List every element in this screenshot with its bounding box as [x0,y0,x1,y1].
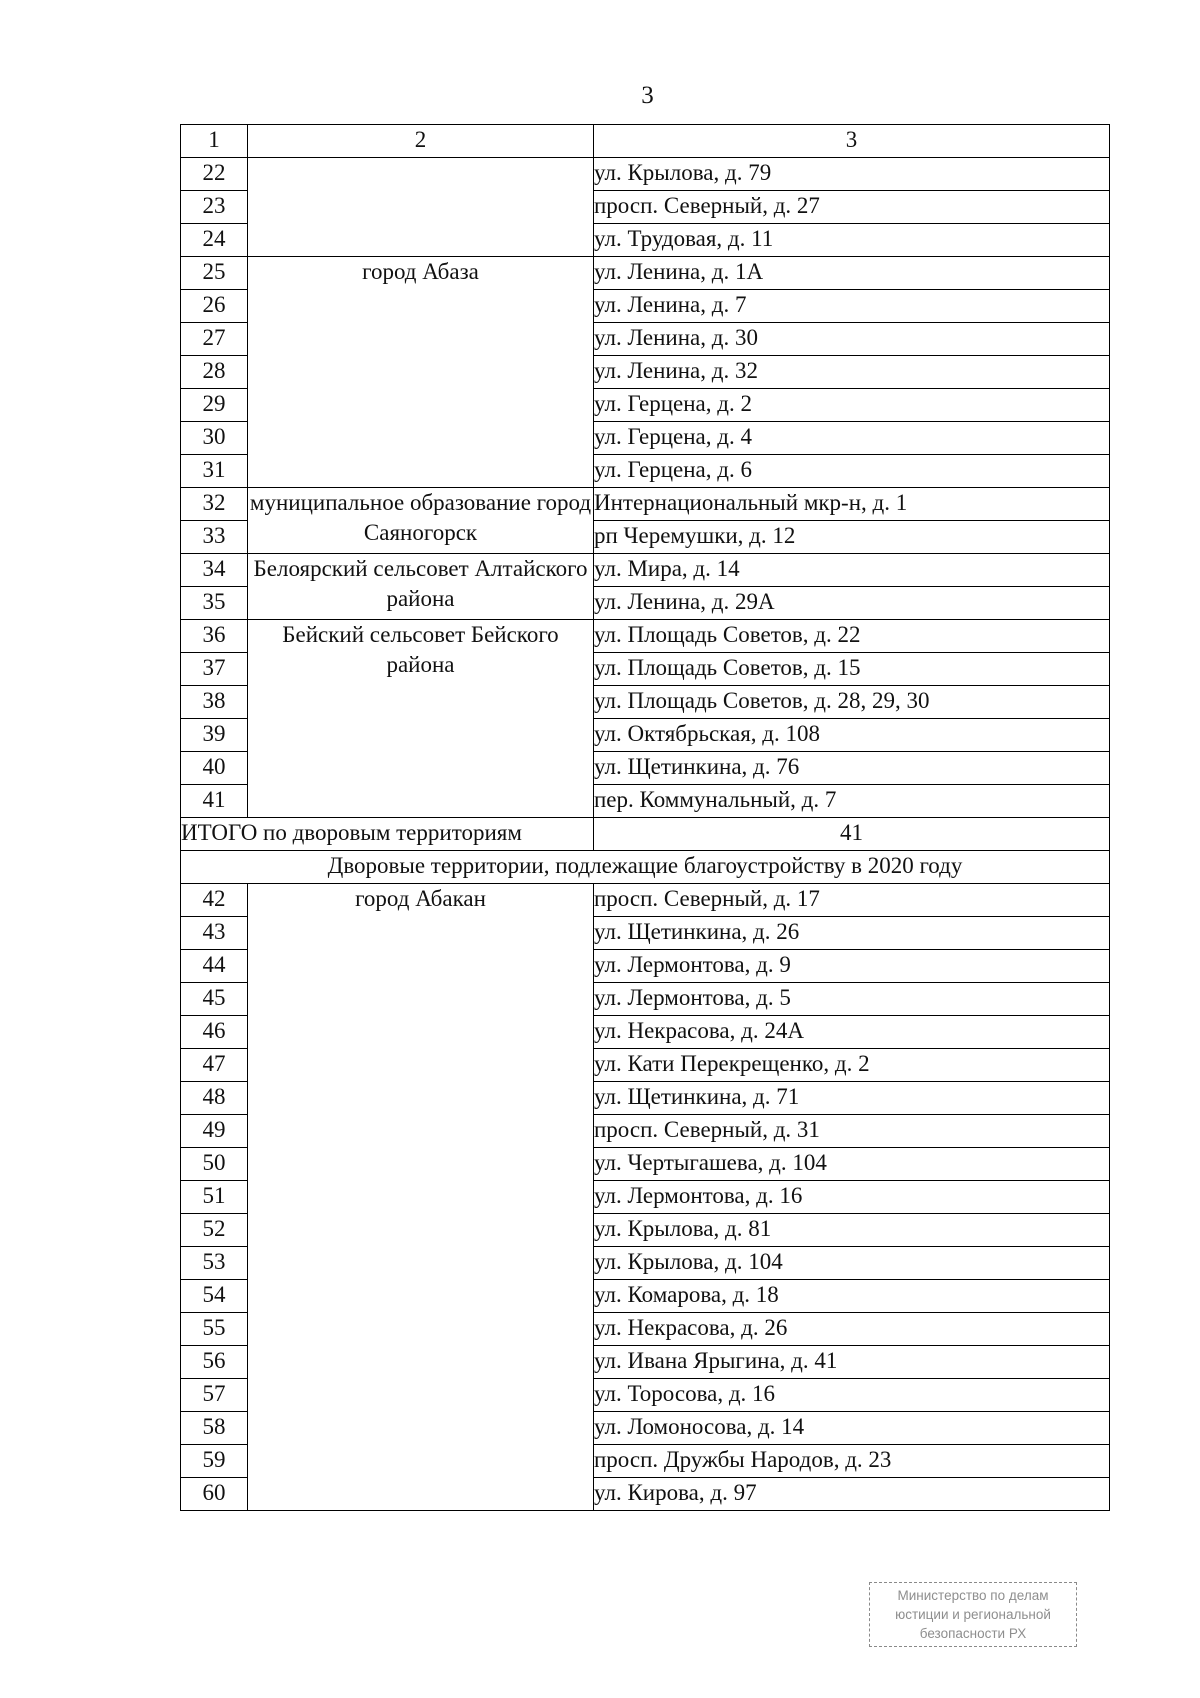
page-number: 3 [641,82,654,109]
address-cell: ул. Лермонтова, д. 5 [594,983,1110,1016]
row-number: 29 [181,389,248,422]
total-value: 41 [594,818,1110,851]
header-cell: 3 [594,125,1110,158]
address-cell: ул. Крылова, д. 104 [594,1247,1110,1280]
municipality-cell [248,158,594,257]
stamp-line: безопасности РХ [919,1626,1027,1641]
row-number: 31 [181,455,248,488]
row-number: 39 [181,719,248,752]
address-cell: ул. Щетинкина, д. 26 [594,917,1110,950]
section-title: Дворовые территории, подлежащие благоустройству в 2020 году [181,851,1110,884]
row-number: 37 [181,653,248,686]
address-cell: ул. Герцена, д. 6 [594,455,1110,488]
address-cell: пер. Коммунальный, д. 7 [594,785,1110,818]
row-number: 51 [181,1181,248,1214]
address-cell: ул. Герцена, д. 2 [594,389,1110,422]
address-cell: ул. Чертыгашева, д. 104 [594,1148,1110,1181]
address-cell: ул. Крылова, д. 79 [594,158,1110,191]
row-number: 53 [181,1247,248,1280]
municipality-cell: город Абакан [248,884,594,1511]
row-number: 25 [181,257,248,290]
address-cell: ул. Щетинкина, д. 76 [594,752,1110,785]
row-number: 45 [181,983,248,1016]
address-cell: ул. Лермонтова, д. 16 [594,1181,1110,1214]
table-row [181,158,1110,191]
row-number: 60 [181,1478,248,1511]
row-number: 35 [181,587,248,620]
row-number: 54 [181,1280,248,1313]
address-cell: ул. Ленина, д. 7 [594,290,1110,323]
row-number: 55 [181,1313,248,1346]
address-cell: ул. Крылова, д. 81 [594,1214,1110,1247]
row-number: 34 [181,554,248,587]
address-cell: рп Черемушки, д. 12 [594,521,1110,554]
row-number: 38 [181,686,248,719]
municipality-cell: город Абаза [248,257,594,488]
row-number: 26 [181,290,248,323]
address-cell: ул. Некрасова, д. 26 [594,1313,1110,1346]
municipality-cell: Бейский сельсовет Бейского района [248,620,594,818]
header-row [181,125,1110,158]
row-number: 30 [181,422,248,455]
total-label: ИТОГО по дворовым территориям [181,818,594,851]
table-row [181,257,1110,290]
address-cell: ул. Торосова, д. 16 [594,1379,1110,1412]
registration-stamp [869,1582,1077,1647]
section-row [181,851,1110,884]
row-number: 57 [181,1379,248,1412]
row-number: 28 [181,356,248,389]
row-number: 42 [181,884,248,917]
row-number: 52 [181,1214,248,1247]
table-row [181,620,1110,653]
address-cell: ул. Некрасова, д. 24А [594,1016,1110,1049]
row-number: 40 [181,752,248,785]
row-number: 47 [181,1049,248,1082]
address-cell: просп. Северный, д. 17 [594,884,1110,917]
municipality-cell: муниципальное образование город Саяногорск [248,488,594,554]
stamp-line: юстиции и региональной [895,1607,1051,1622]
address-cell: ул. Ленина, д. 32 [594,356,1110,389]
municipality-cell: Белоярский сельсовет Алтайского района [248,554,594,620]
address-cell: ул. Ивана Ярыгина, д. 41 [594,1346,1110,1379]
row-number: 56 [181,1346,248,1379]
addresses-table [180,124,1110,1511]
address-cell: ул. Щетинкина, д. 71 [594,1082,1110,1115]
table-row [181,488,1110,521]
address-cell: просп. Дружбы Народов, д. 23 [594,1445,1110,1478]
row-number: 41 [181,785,248,818]
address-cell: ул. Кирова, д. 97 [594,1478,1110,1511]
row-number: 32 [181,488,248,521]
address-cell: просп. Северный, д. 31 [594,1115,1110,1148]
address-cell: ул. Ленина, д. 1А [594,257,1110,290]
row-number: 46 [181,1016,248,1049]
address-cell: ул. Комарова, д. 18 [594,1280,1110,1313]
table-body [181,125,1110,1511]
address-cell: ул. Площадь Советов, д. 22 [594,620,1110,653]
header-cell: 1 [181,125,248,158]
address-cell: Интернациональный мкр-н, д. 1 [594,488,1110,521]
row-number: 49 [181,1115,248,1148]
address-cell: просп. Северный, д. 27 [594,191,1110,224]
table-row [181,554,1110,587]
total-row [181,818,1110,851]
address-cell: ул. Площадь Советов, д. 28, 29, 30 [594,686,1110,719]
address-cell: ул. Ленина, д. 29А [594,587,1110,620]
row-number: 43 [181,917,248,950]
address-cell: ул. Трудовая, д. 11 [594,224,1110,257]
row-number: 22 [181,158,248,191]
address-cell: ул. Ленина, д. 30 [594,323,1110,356]
row-number: 24 [181,224,248,257]
address-cell: ул. Мира, д. 14 [594,554,1110,587]
row-number: 27 [181,323,248,356]
row-number: 23 [181,191,248,224]
row-number: 36 [181,620,248,653]
address-cell: ул. Кати Перекрещенко, д. 2 [594,1049,1110,1082]
row-number: 59 [181,1445,248,1478]
stamp-line: Министерство по делам [897,1588,1049,1603]
header-cell: 2 [248,125,594,158]
address-cell: ул. Герцена, д. 4 [594,422,1110,455]
address-cell: ул. Площадь Советов, д. 15 [594,653,1110,686]
row-number: 33 [181,521,248,554]
row-number: 58 [181,1412,248,1445]
table-row [181,884,1110,917]
row-number: 48 [181,1082,248,1115]
address-cell: ул. Ломоносова, д. 14 [594,1412,1110,1445]
row-number: 44 [181,950,248,983]
address-cell: ул. Лермонтова, д. 9 [594,950,1110,983]
row-number: 50 [181,1148,248,1181]
address-cell: ул. Октябрьская, д. 108 [594,719,1110,752]
